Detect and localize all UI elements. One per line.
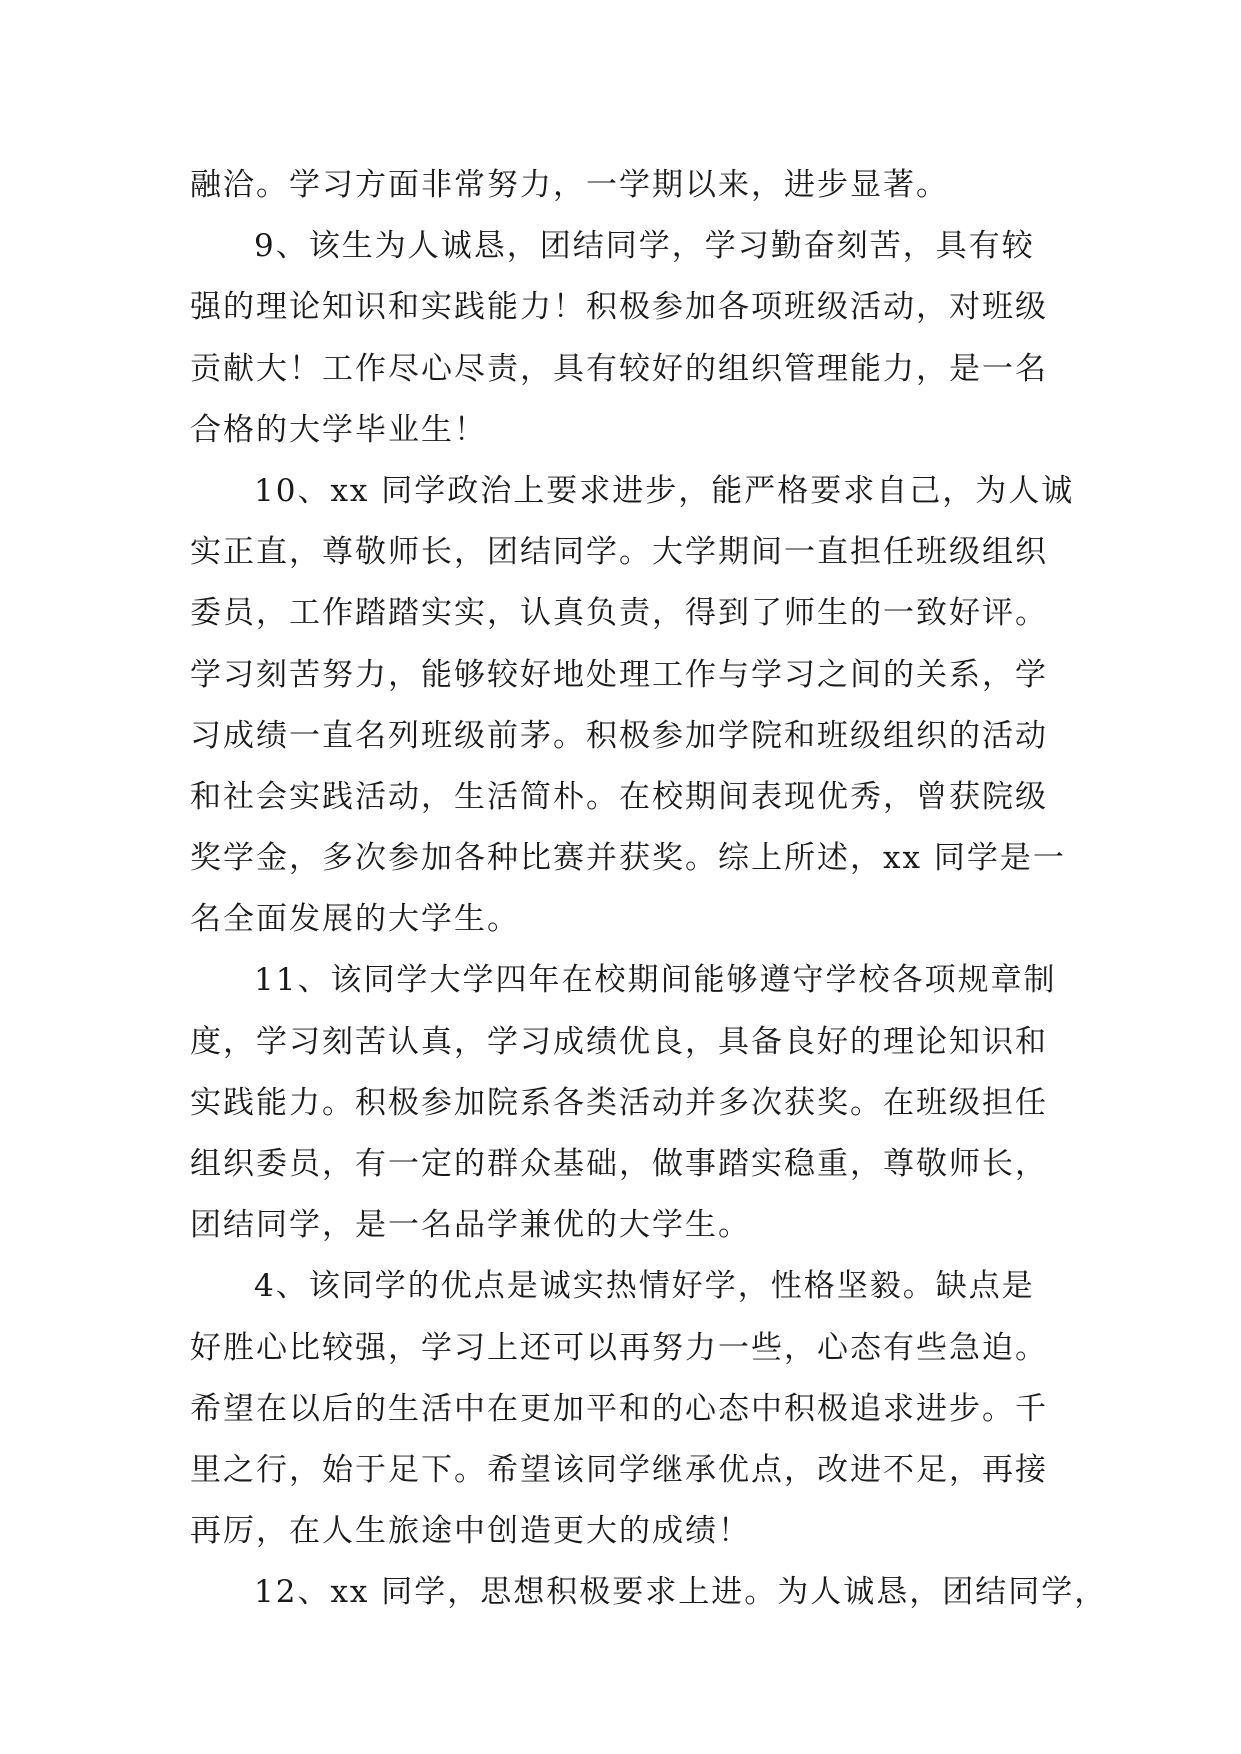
paragraph-first-line: 4、该同学的优点是诚实热情好学，性格坚毅。缺点是 [254,1268,1035,1305]
paragraph-line: 和社会实践活动，生活简朴。在校期间表现优秀，曾获院级 [190,778,1048,815]
paragraph-line: 委员，工作踏踏实实，认真负责，得到了师生的一致好评。 [190,595,1048,632]
paragraph-line: 里之行，始于足下。希望该同学继承优点，改进不足，再接 [190,1451,1048,1488]
paragraph-line: 组织委员，有一定的群众基础，做事踏实稳重，尊敬师长， [190,1146,1048,1182]
paragraph-first-line: 11、该同学大学四年在校期间能够遵守学校各项规章制 [254,962,1057,999]
paragraph-line: 奖学金，多次参加各种比赛并获奖。综上所述，xx 同学是一 [190,840,1066,877]
paragraph-line: 再厉，在人生旅途中创造更大的成绩！ [190,1513,751,1550]
paragraph-line: 合格的大学毕业生！ [190,411,487,448]
paragraph-first-line: 12、xx 同学，思想积极要求上进。为人诚恳，团结同学， [254,1574,1108,1611]
paragraph-line: 名全面发展的大学生。 [190,901,520,938]
paragraph-line: 贡献大！工作尽心尽责，具有较好的组织管理能力，是一名 [190,350,1048,387]
paragraph-line: 好胜心比较强，学习上还可以再努力一些，心态有些急迫。 [190,1329,1048,1366]
paragraph-line: 融洽。学习方面非常努力，一学期以来，进步显著。 [190,167,949,203]
paragraph-line: 团结同学，是一名品学兼优的大学生。 [190,1207,751,1244]
paragraph-line: 习成绩一直名列班级前茅。积极参加学院和班级组织的活动 [190,717,1048,754]
paragraph-line: 实践能力。积极参加院系各类活动并多次获奖。在班级担任 [190,1084,1048,1121]
paragraph-line: 希望在以后的生活中在更加平和的心态中积极追求进步。千 [190,1390,1048,1427]
paragraph-line: 学习刻苦努力，能够较好地处理工作与学习之间的关系，学 [190,656,1048,693]
paragraph-line: 强的理论知识和实践能力！积极参加各项班级活动，对班级 [190,289,1048,326]
paragraph-first-line: 9、该生为人诚恳，团结同学，学习勤奋刻苦，具有较 [254,228,1035,265]
document-body [190,155,1108,1624]
paragraph-first-line: 10、xx 同学政治上要求进步，能严格要求自己，为人诚 [254,472,1075,509]
paragraph-line: 度，学习刻苦认真，学习成绩优良，具备良好的理论知识和 [190,1023,1048,1060]
paragraph-line: 实正直，尊敬师长，团结同学。大学期间一直担任班级组织 [190,534,1048,571]
